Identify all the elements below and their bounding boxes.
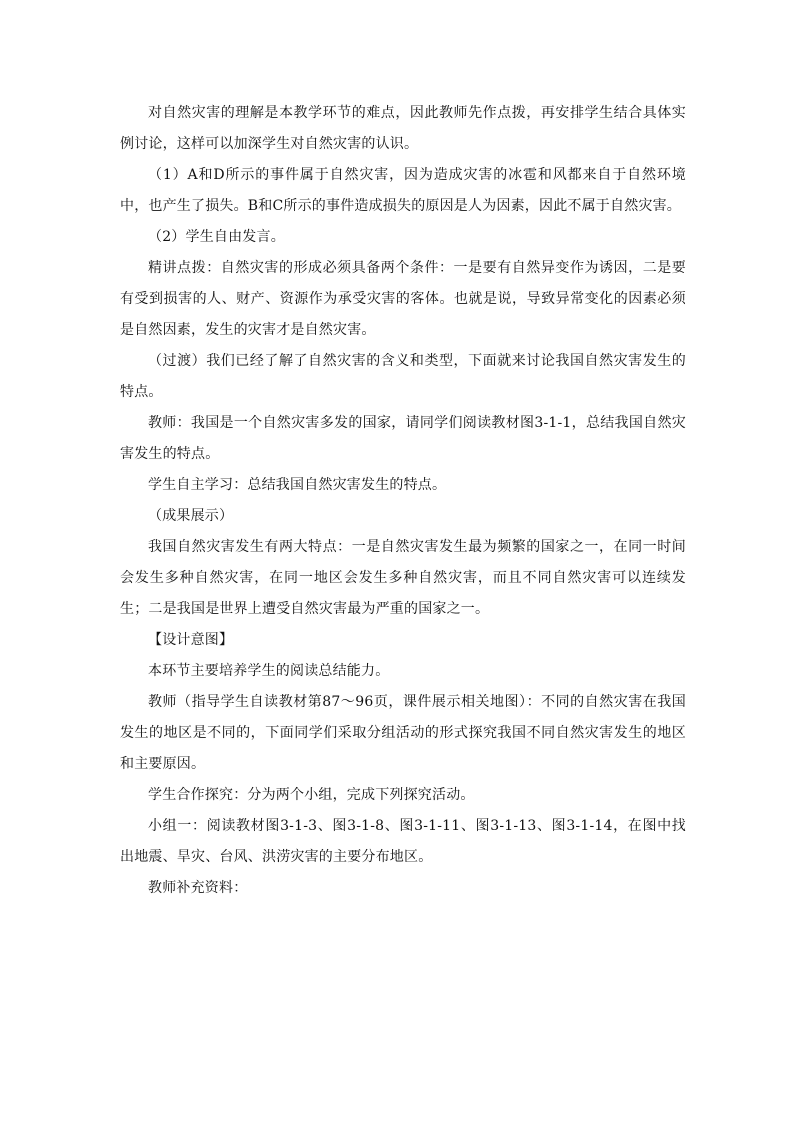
paragraph-teacher-materials: 教师补充资料： (148, 880, 248, 896)
paragraph-teacher-guidance: 教师（指导学生自读教材第87～96页，课件展示相关地图）：不同的自然灾害在我国发生的地区是不同的，下面同学们采取分组活动的形式探究我国不同自然灾害发生的地区和主要原因。 (120, 694, 686, 772)
paragraph-design-intent-heading: 【设计意图】 (148, 632, 234, 648)
paragraph-results: 我国自然灾害发生有两大特点：一是自然灾害发生最为频繁的国家之一，在同一时间会发生多种自然灾害，在同一地区会发生多种自然灾害，而且不同自然灾害可以连续发生；二是我国是世界上遭受自然灾害最为严重的国家之一。 (120, 539, 686, 617)
paragraph-transition: （过渡）我们已经了解了自然灾害的含义和类型，下面就来讨论我国自然灾害发生的特点。 (120, 353, 686, 400)
paragraph-group-inquiry: 学生合作探究：分为两个小组，完成下列探究活动。 (148, 787, 475, 803)
document-body (120, 98, 686, 904)
paragraph-answer-1: （1）A和D所示的事件属于自然灾害，因为造成灾害的冰雹和风都来自于自然环境中，也产生了损失。B和C所示的事件造成损失的原因是人为因素，因此不属于自然灾害。 (120, 167, 686, 214)
paragraph-answer-2: （2）学生自由发言。 (148, 229, 285, 245)
paragraph-results-heading: （成果展示） (148, 508, 234, 524)
paragraph-key-points: 精讲点拨：自然灾害的形成必须具备两个条件：一是要有自然异变作为诱因，二是要有受到损害的人、财产、资源作为承受灾害的客体。也就是说，导致异常变化的因素必须是自然因素，发生的灾害才是自然灾害。 (120, 260, 686, 338)
paragraph-design-intent: 本环节主要培养学生的阅读总结能力。 (148, 663, 390, 679)
paragraph-group-one: 小组一：阅读教材图3-1-3、图3-1-8、图3-1-11、图3-1-13、图3-1-14，在图中找出地震、旱灾、台风、洪涝灾害的主要分布地区。 (120, 818, 686, 865)
paragraph-self-study: 学生自主学习：总结我国自然灾害发生的特点。 (148, 477, 447, 493)
paragraph-intro: 对自然灾害的理解是本教学环节的难点，因此教师先作点拨，再安排学生结合具体实例讨论，这样可以加深学生对自然灾害的认识。 (120, 105, 686, 152)
paragraph-teacher-prompt: 教师：我国是一个自然灾害多发的国家，请同学们阅读教材图3-1-1，总结我国自然灾害发生的特点。 (120, 415, 686, 462)
